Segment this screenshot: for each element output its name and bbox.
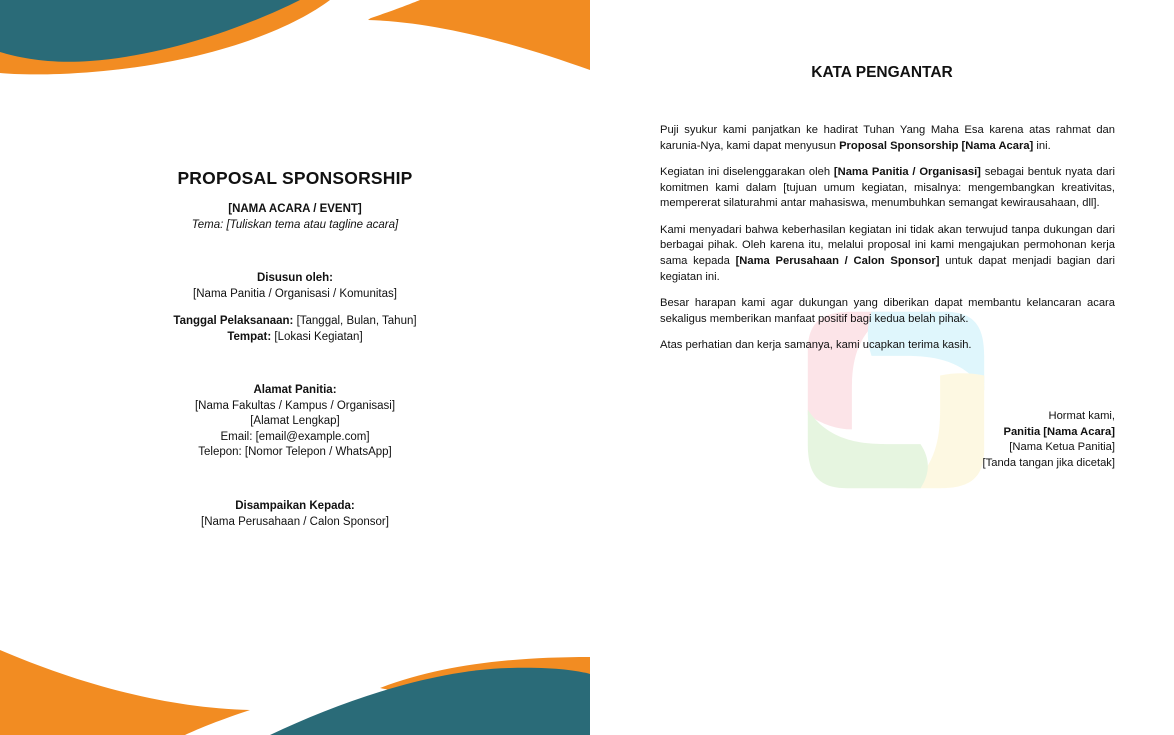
paragraph-text: Kami menyadari bahwa keberhasilan kegiatan ini tidak akan terwujud tanpa dukungan dari berbagai pihak. Oleh karena itu, melalui proposal ini kami mengajukan permohonan kerja sama kepada (660, 223, 1115, 267)
recipient-label: Disampaikan Kepada: (235, 500, 355, 512)
signature-note: [Tanda tangan jika dicetak] (982, 456, 1115, 469)
event-theme: Tema: [Tuliskan tema atau tagline acara] (191, 218, 399, 231)
date-label: Tanggal Pelaksanaan: (173, 315, 294, 327)
foreword-body (660, 123, 1115, 364)
prepared-by-label: Disusun oleh: (256, 272, 334, 284)
foreword-page (590, 0, 1174, 735)
paragraph-text: Puji syukur kami panjatkan ke hadirat Tuhan Yang Maha Esa karena atas rahmat dan karunia-Nya, kami dapat menyusun (660, 124, 1115, 152)
paragraph-emphasis: [Nama Panitia / Organisasi] (833, 165, 981, 178)
date-value: [Tanggal, Bulan, Tahun] (293, 315, 417, 327)
phone-line: Telepon: [Nomor Telepon / WhatsApp] (198, 446, 392, 458)
address-label: Alamat Panitia: (253, 384, 337, 396)
date-line (0, 314, 590, 330)
address-line: [Alamat Lengkap] (250, 415, 340, 427)
signature-block (983, 409, 1115, 471)
signer-organization: Panitia [Nama Acara] (1003, 425, 1115, 438)
recipient-block (0, 499, 590, 530)
paragraph-emphasis: Proposal Sponsorship [Nama Acara] (839, 139, 1034, 152)
place-line (0, 330, 590, 346)
address-line: [Nama Fakultas / Kampus / Organisasi] (194, 399, 396, 412)
paragraph-text: Kegiatan ini diselenggarakan oleh (660, 165, 834, 178)
cover-title: PROPOSAL SPONSORSHIP (177, 168, 413, 188)
bottom-wave-decoration (0, 630, 590, 735)
email-line: Email: [email@example.com] (220, 430, 370, 443)
address-block (0, 383, 590, 461)
schedule-block (0, 314, 590, 345)
event-name: [NAMA ACARA / EVENT] (228, 203, 362, 215)
paragraph-2 (660, 165, 1115, 212)
closing-salutation: Hormat kami, (1048, 410, 1115, 422)
paragraph-1 (660, 123, 1115, 154)
event-block (0, 202, 590, 233)
prepared-by-block (0, 271, 590, 302)
prepared-by-value: [Nama Panitia / Organisasi / Komunitas] (193, 287, 397, 300)
foreword-title: KATA PENGANTAR (811, 64, 953, 81)
paragraph-text: untuk dapat menjadi bagian dari kegiatan ini. (660, 254, 1115, 283)
paragraph-emphasis: [Nama Perusahaan / Calon Sponsor] (735, 254, 940, 267)
place-label: Tempat: (227, 330, 272, 343)
paragraph-text: ini. (1033, 139, 1051, 152)
signer-name: [Nama Ketua Panitia] (1009, 441, 1115, 453)
paragraph-4: Besar harapan kami agar dukungan yang diberikan dapat membantu kelancaran acara sekaligus memberikan manfaat positif bagi kedua belah pihak. (660, 296, 1115, 325)
place-value: [Lokasi Kegiatan] (271, 330, 363, 343)
paragraph-text: sebagai bentuk nyata dari komitmen kami dalam [tujuan umum kegiatan, misalnya: mengembangkan kreativitas, mempererat silaturahmi antar mahasiswa, menumbuhkan semangat kewirausahaan, dll]. (660, 165, 1115, 210)
paragraph-3 (660, 223, 1115, 286)
paragraph-5: Atas perhatian dan kerja samanya, kami ucapkan terima kasih. (660, 338, 972, 351)
recipient-value: [Nama Perusahaan / Calon Sponsor] (201, 515, 389, 528)
top-wave-decoration (0, 0, 590, 100)
